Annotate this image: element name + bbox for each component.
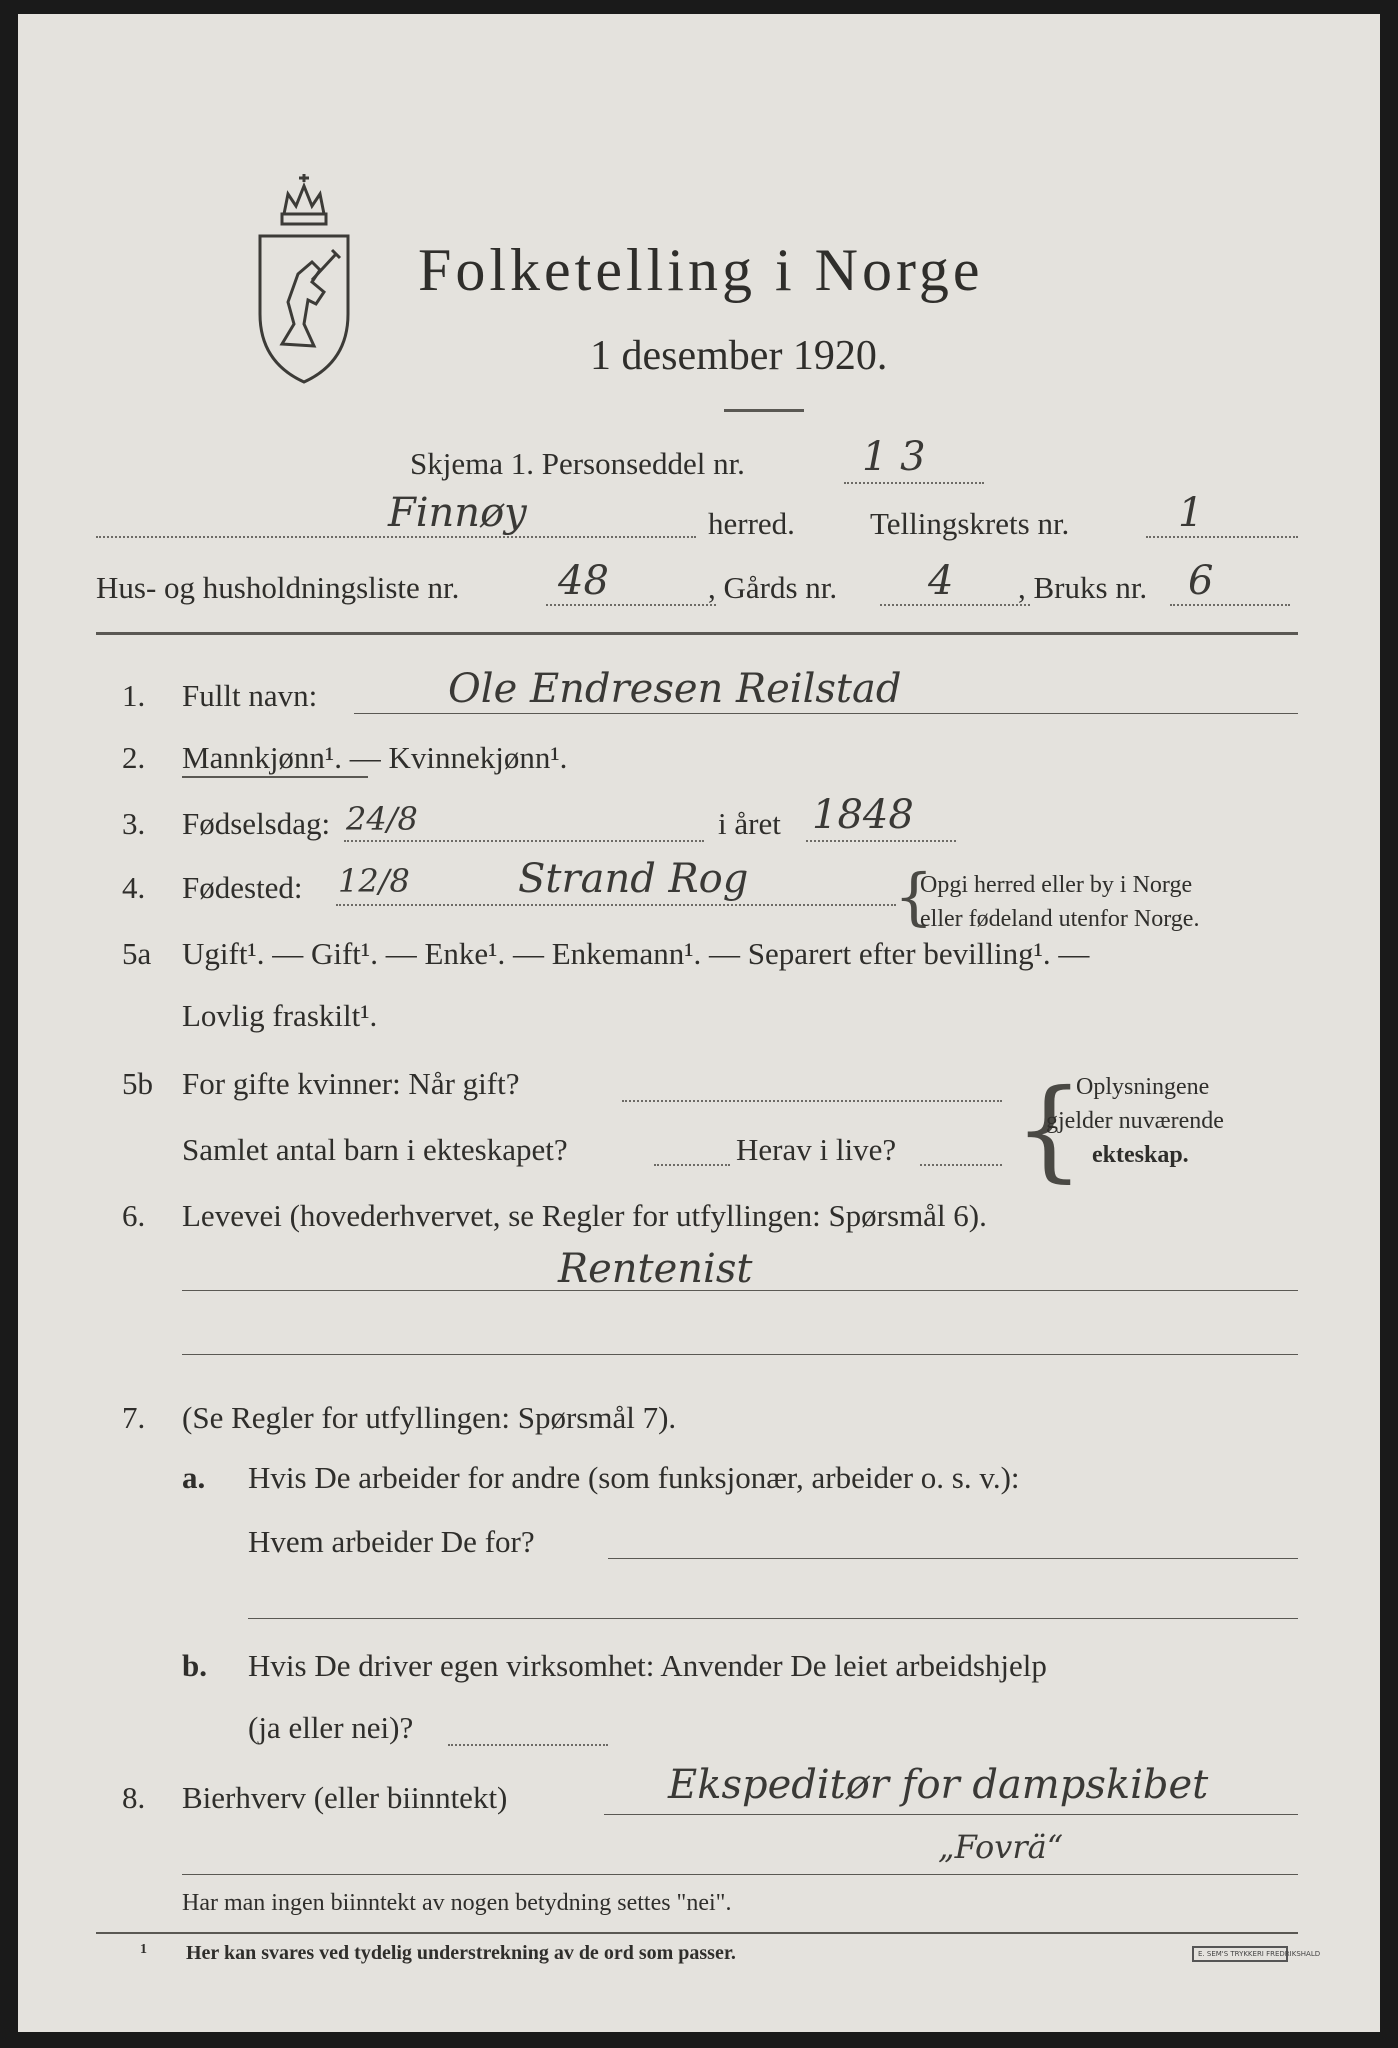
q4-note-line2: eller fødeland utenfor Norge. — [920, 906, 1200, 932]
personseddel-line — [844, 482, 984, 484]
q4-number: 4. — [122, 870, 146, 905]
q7-label: (Se Regler for utfyllingen: Spørsmål 7). — [182, 1400, 677, 1435]
q8-line1 — [604, 1814, 1298, 1815]
q6-occupation-value: Rentenist — [558, 1246, 753, 1292]
q1-number: 1. — [122, 678, 146, 713]
q3-year-label: i året — [718, 806, 781, 841]
q5b-note-line2: gjelder nuværende — [1046, 1108, 1224, 1134]
bruks-line — [1170, 604, 1290, 606]
gards-line — [880, 604, 1030, 606]
tellingskrets-value: 1 — [1178, 490, 1204, 536]
skjema-label: Skjema 1. Personseddel nr. — [410, 446, 745, 481]
q5b-alive-label: Herav i live? — [736, 1132, 897, 1167]
q5b-note-line1: Oplysningene — [1076, 1074, 1210, 1100]
q5a-options-line1: Ugift¹. — Gift¹. — Enke¹. — Enkemann¹. — Separert efter bevilling¹. — — [182, 936, 1090, 971]
q3-day-line — [344, 840, 704, 842]
q5b-brace: { — [1014, 1065, 1084, 1193]
husholdningsliste-label: Hus- og husholdningsliste nr. — [96, 570, 460, 605]
q3-label: Fødselsdag: — [182, 806, 331, 841]
herred-label: herred. — [708, 506, 795, 541]
q7a-employer-line — [608, 1558, 1298, 1559]
q6-line1 — [182, 1290, 1298, 1291]
q7b-question: Hvis De driver egen virksomhet: Anvender De leiet arbeidshjelp — [248, 1648, 1047, 1683]
q7a-letter: a. — [182, 1460, 206, 1495]
husholdningsliste-value: 48 — [558, 558, 609, 604]
coat-of-arms-icon — [254, 174, 354, 386]
q8-sideline-value1: Ekspeditør for dampskibet — [668, 1762, 1209, 1808]
printer-stamp: E. SEM'S TRYKKERI FREDRIKSHALD — [1192, 1946, 1288, 1962]
q5b-note-line3: ekteskap. — [1092, 1142, 1189, 1168]
q4-note-line1: Opgi herred eller by i Norge — [920, 872, 1193, 898]
census-form-page — [18, 14, 1380, 2032]
husholdningsliste-line — [546, 604, 716, 606]
census-date: 1 desember 1920. — [590, 333, 888, 379]
q3-year-value: 1848 — [812, 792, 914, 838]
q7a-question: Hvis De arbeider for andre (som funksjonær, arbeider o. s. v.): — [248, 1460, 1020, 1495]
q7a-employer-label: Hvem arbeider De for? — [248, 1524, 535, 1559]
q5a-number: 5a — [122, 936, 152, 971]
q4-prefix-value: 12/8 — [338, 862, 410, 900]
q7b-answer-label: (ja eller nei)? — [248, 1710, 414, 1745]
q1-name-value: Ole Endresen Reilstad — [448, 666, 902, 712]
q3-year-line — [806, 840, 956, 842]
gards-value: 4 — [928, 558, 954, 604]
biinntekt-note: Har man ingen biinntekt av nogen betydning settes "nei". — [182, 1890, 732, 1916]
footnote-mark: 1 — [140, 1942, 147, 1957]
gards-label: , Gårds nr. — [708, 570, 838, 605]
q5b-number: 5b — [122, 1066, 153, 1101]
q8-line2 — [182, 1874, 1298, 1875]
q4-label: Fødested: — [182, 870, 303, 905]
q1-line — [354, 713, 1298, 714]
q5b-children-line — [654, 1164, 730, 1166]
herred-line — [96, 536, 696, 538]
q2-number: 2. — [122, 740, 146, 775]
herred-value: Finnøy — [388, 490, 527, 536]
tellingskrets-label: Tellingskrets nr. — [870, 506, 1070, 541]
q5b-line1: For gifte kvinner: Når gift? — [182, 1066, 520, 1101]
q2-underline-mannkjonn — [182, 776, 368, 778]
q5a-options-line2: Lovlig fraskilt¹. — [182, 998, 378, 1033]
bruks-value: 6 — [1188, 558, 1214, 604]
footer-separator — [96, 1932, 1298, 1934]
page-title: Folketelling i Norge — [418, 237, 984, 303]
tellingskrets-line — [1146, 536, 1298, 538]
q7b-letter: b. — [182, 1648, 207, 1683]
q5b-children-label: Samlet antal barn i ekteskapet? — [182, 1132, 568, 1167]
bruks-label: , Bruks nr. — [1018, 570, 1148, 605]
q1-label: Fullt navn: — [182, 678, 318, 713]
q2-gender-options: Mannkjønn¹. — Kvinnekjønn¹. — [182, 740, 568, 775]
q3-day-value: 24/8 — [346, 800, 418, 838]
q6-label: Levevei (hovederhvervet, se Regler for utfyllingen: Spørsmål 6). — [182, 1198, 987, 1233]
q8-sideline-value2: „Fovrä“ — [938, 1828, 1064, 1866]
q5b-alive-line — [920, 1164, 1002, 1166]
q4-brace: { — [894, 860, 934, 933]
q6-number: 6. — [122, 1198, 146, 1233]
q3-number: 3. — [122, 806, 146, 841]
q8-number: 8. — [122, 1780, 146, 1815]
q7a-extra-line — [248, 1618, 1298, 1619]
q4-birthplace-value: Strand Rog — [518, 856, 749, 902]
personseddel-value: 1 3 — [862, 434, 926, 480]
q4-line — [336, 904, 896, 906]
q6-line2 — [182, 1354, 1298, 1355]
footnote-text: Her kan svares ved tydelig understrekning av de ord som passer. — [186, 1942, 736, 1964]
header-separator — [96, 632, 1298, 635]
q7b-answer-line — [448, 1744, 608, 1746]
q7-number: 7. — [122, 1400, 146, 1435]
q8-label: Bierhverv (eller biinntekt) — [182, 1780, 508, 1815]
q5b-when-line — [622, 1100, 1002, 1102]
title-divider — [724, 409, 804, 412]
